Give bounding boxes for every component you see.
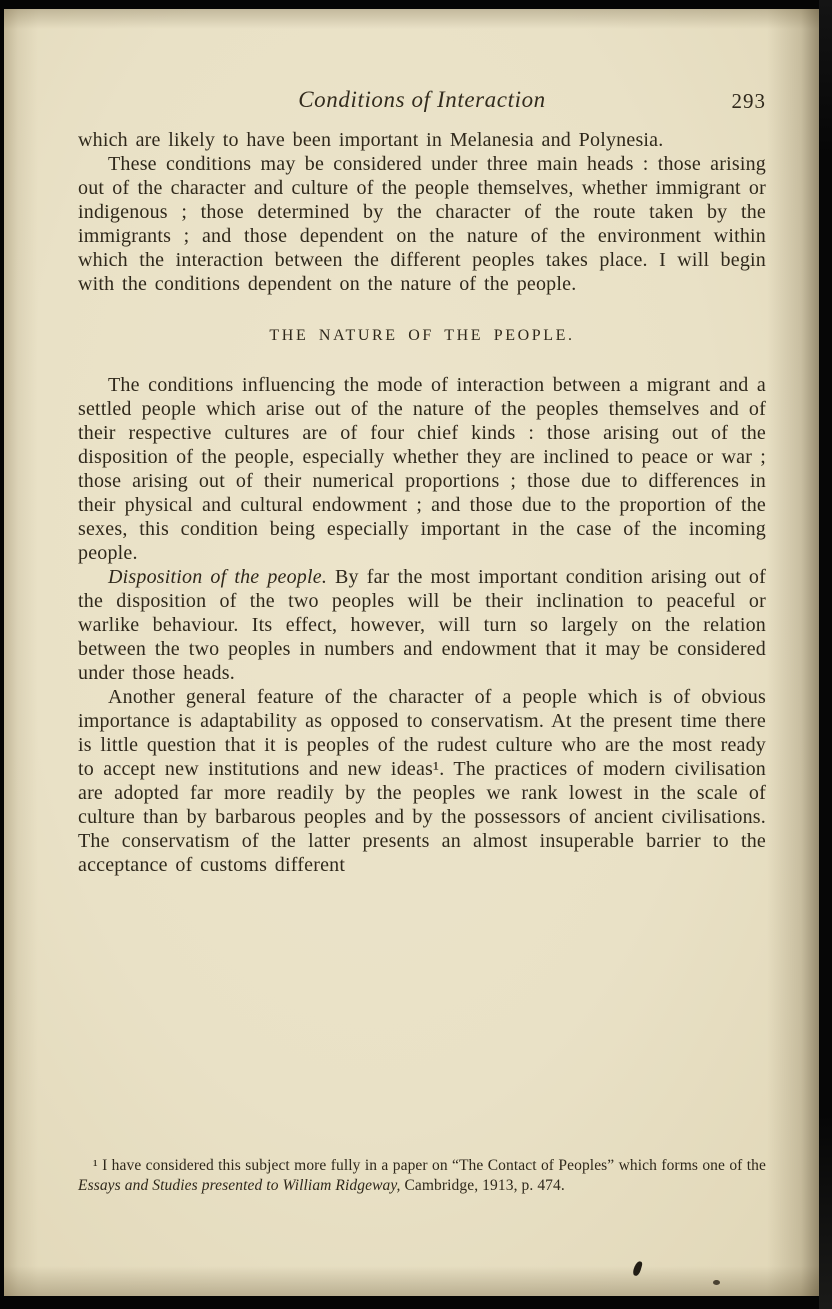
- paragraph-text: By far the most important condition arising out of the disposition of the two peoples will be their inclination to peaceful or warlike behaviour. Its effect, however, will turn so largely on the relation between the two peoples in numbers and endowment that it may be considered under those heads.: [78, 566, 766, 684]
- footnote-text-end: Cambridge, 1913, p. 474.: [400, 1176, 565, 1194]
- scan-edge-top: [0, 0, 832, 9]
- paragraph-lead-italic: Disposition of the people.: [108, 566, 328, 588]
- paragraph-continuation: which are likely to have been important in Melanesia and Polynesia.: [78, 129, 664, 151]
- book-page: [4, 9, 819, 1296]
- running-header: [78, 87, 766, 117]
- body-text: [78, 128, 766, 877]
- scan-edge-left: [0, 0, 4, 1309]
- running-title: Conditions of Interaction: [298, 87, 546, 112]
- page-number: 293: [731, 89, 766, 113]
- ink-mark: [632, 1260, 643, 1276]
- paragraph: The conditions influencing the mode of interaction between a migrant and a settled people which arise out of the nature of the peoples themselves and of their respective cultures are of four chief kinds : those arising out of the disposition of the people, especially whether they are inclined to peace or war ; those arising out of their numerical proportions ; those due to differences in their physical and cultural endowment ; and those due to the proportion of the sexes, this condition being especially important in the case of the incoming people.: [78, 374, 766, 564]
- footnote: [78, 1156, 766, 1195]
- section-heading: THE NATURE OF THE PEOPLE.: [269, 327, 575, 344]
- scan-edge-bottom: [0, 1296, 832, 1309]
- paragraph: [78, 565, 766, 685]
- ink-mark: [713, 1280, 720, 1285]
- scan-edge-right: [819, 0, 832, 1309]
- paragraph: Another general feature of the character of a people which is of obvious importance is adaptability as opposed to conservatism. At the present time there is little question that it is peoples of the rudest culture who are the most ready to accept new institutions and new ideas¹. The practices of modern civilisation are adopted far more readily by the peoples we rank lowest in the scale of culture than by barbarous peoples and by the possessors of ancient civilisations. The conservatism of the latter presents an almost insuperable barrier to the acceptance of customs different: [78, 686, 766, 876]
- footnote-text: ¹ I have considered this subject more fully in a paper on “The Contact of Peoples” which forms one of the: [93, 1157, 766, 1174]
- paragraph: These conditions may be considered under three main heads : those arising out of the character and culture of the people themselves, whether immigrant or indigenous ; those determined by the character of the route taken by the immigrants ; and those dependent on the nature of the environment within which the interaction between the different peoples takes place. I will begin with the conditions dependent on the nature of the people.: [78, 153, 766, 295]
- footnote-italic-title: Essays and Studies presented to William Ridgeway,: [78, 1176, 401, 1194]
